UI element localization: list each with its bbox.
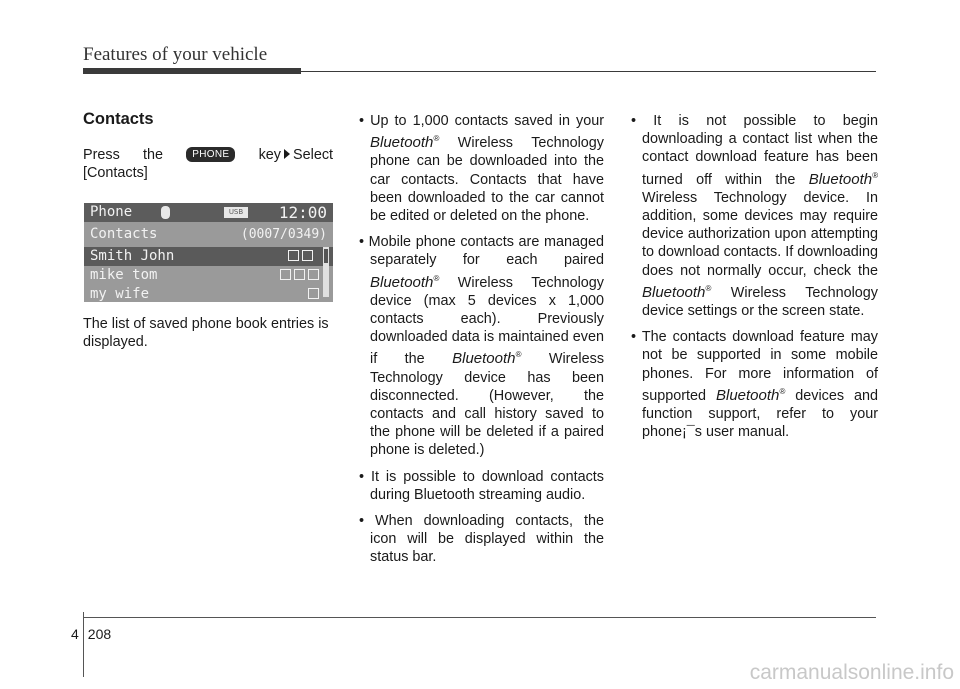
press-pre: Press the <box>83 147 164 164</box>
press-select: Select [Contacts] <box>83 147 334 182</box>
bullet-item: • The contacts download feature may not be supported in some mobile phones. For more information of supported Bluetooth® devices and function support, refer to your phone¡¯s user manual. <box>631 329 879 441</box>
phone-entry-icon <box>288 250 299 261</box>
bullet-item: • It is not possible to begin downloading a contact list when the contact download feature has been turned off within the Bluetooth® Wireless Technology device. In addition, some devices may require device authorization upon attempting to download contacts. If downloading does not normally occur, check the Bluetooth® Wireless Technology device settings or the screen state. <box>631 113 879 320</box>
bullet-item: • Up to 1,000 contacts saved in your Bluetooth® Wireless Technology phone can be downloaded into the car contacts. Contacts that have been downloaded to the car cannot be edited or deleted on the phone. <box>359 113 604 225</box>
home-entry-icon <box>302 250 313 261</box>
header-bar <box>83 68 301 74</box>
contact-row[interactable] <box>84 285 333 302</box>
footer-rule-vertical <box>83 612 84 677</box>
header-rule <box>301 71 876 72</box>
phone-contacts-screen <box>84 203 333 302</box>
arrow-right-icon <box>284 149 290 159</box>
press-key: key <box>258 147 282 164</box>
bullet-item: • It is possible to download contacts during Bluetooth streaming audio. <box>359 468 604 503</box>
middle-column <box>356 112 604 575</box>
bullet-item: • Mobile phone contacts are managed separately for each paired Bluetooth® Wireless Technology device (max 5 devices x 1,000 contacts each). Previously downloaded data is maintained even if the Bluetooth® Wireless Technology device has been disconnected. (However, the contacts and call history saved to the phone will be deleted if a paired phone is deleted.) <box>359 234 605 459</box>
page-number <box>71 626 111 642</box>
contact-name: Smith John <box>90 248 175 264</box>
bluetooth-brand: Bluetooth® <box>452 350 522 368</box>
bluetooth-icon <box>161 206 170 219</box>
clock: 12:00 <box>278 203 327 222</box>
scrollbar-thumb[interactable] <box>324 249 328 263</box>
watermark: carmanualsonline.info <box>749 661 954 684</box>
status-bar <box>84 203 333 222</box>
phone-entry-icon <box>308 288 319 299</box>
usb-icon: USB <box>224 207 248 218</box>
bluetooth-brand: Bluetooth® <box>642 283 712 301</box>
list-description: The list of saved phone book entries is displayed. <box>83 315 329 350</box>
bluetooth-brand: Bluetooth® <box>715 386 786 404</box>
chapter-number: 4 <box>71 626 79 642</box>
page-header-title: Features of your vehicle <box>83 44 268 65</box>
footer-rule <box>83 617 876 618</box>
bluetooth-brand: Bluetooth® <box>370 273 440 291</box>
contact-row[interactable] <box>84 266 333 285</box>
contact-name: mike tom <box>90 267 158 283</box>
contacts-header-row <box>84 225 333 244</box>
status-label: Phone <box>90 204 133 220</box>
contact-row[interactable] <box>84 247 333 266</box>
page-number-value: 208 <box>87 626 112 642</box>
bluetooth-brand: Bluetooth® <box>370 134 440 152</box>
right-column <box>628 112 878 449</box>
phone-entry-icon <box>280 269 291 280</box>
contact-name: my wife <box>90 286 150 302</box>
phone-key-badge: PHONE <box>186 147 235 162</box>
bluetooth-brand: Bluetooth® <box>808 170 878 188</box>
contacts-label: Contacts <box>90 226 158 242</box>
home-entry-icon <box>294 269 305 280</box>
contacts-count: (0007/0349) <box>240 227 327 242</box>
section-title: Contacts <box>83 110 154 128</box>
office-entry-icon <box>308 269 319 280</box>
press-instruction <box>83 146 333 182</box>
bullet-item: • When downloading contacts, the icon will be displayed within the status bar. <box>359 513 604 566</box>
